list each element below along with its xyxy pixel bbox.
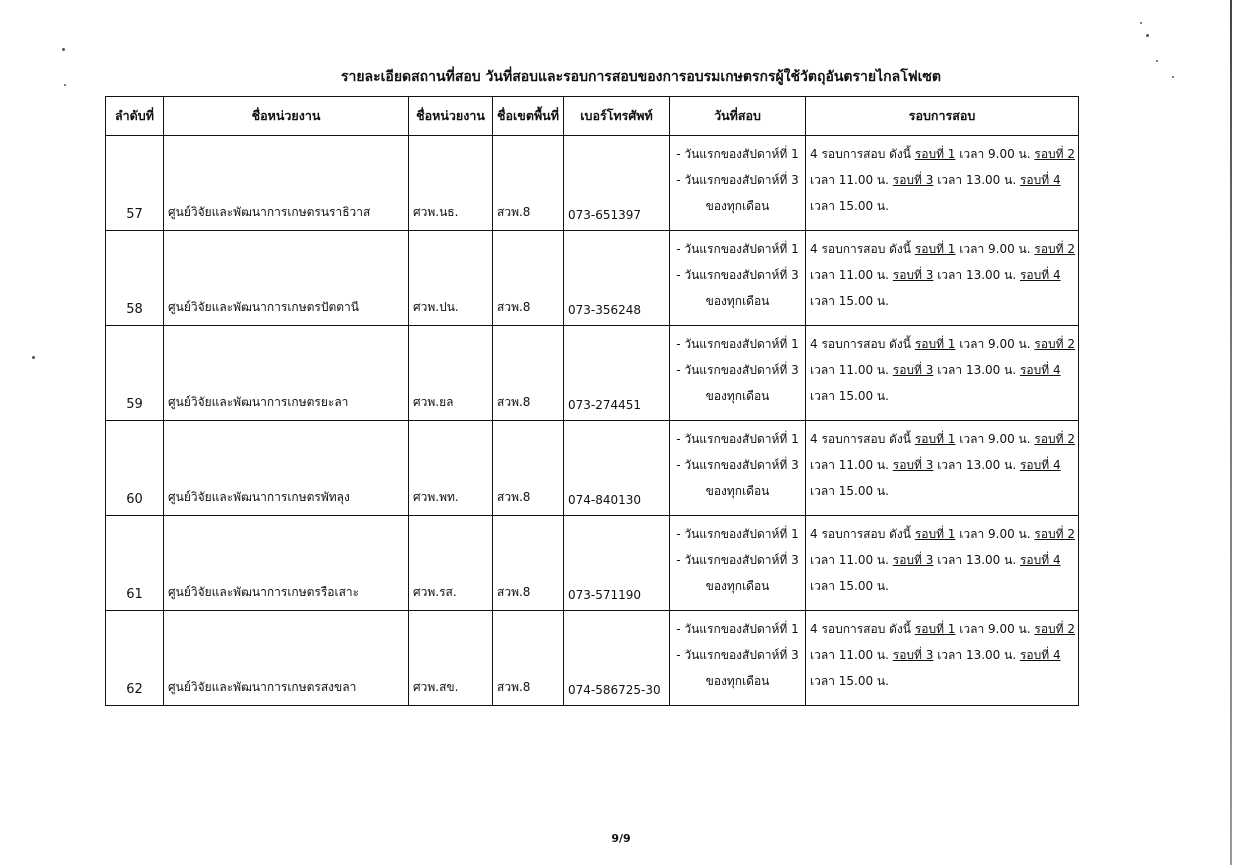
exam-round-line [810,170,1074,196]
round-text: เวลา 9.00 น. [955,147,1035,161]
zone-name: สวพ.8 [493,611,564,706]
exam-rounds-cell [806,136,1079,231]
exam-round-line [810,144,1074,170]
round-label: รอบที่ 2 [1034,527,1076,541]
exam-date-line: ของทุกเดือน [705,389,770,403]
document-title: รายละเอียดสถานที่สอบ วันที่สอบและรอบการสอบของการอบรมเกษตรกรผู้ใช้วัตถุอันตรายไกลโฟเซต [340,69,942,85]
header-no: ลำดับที่ [106,97,164,136]
row-number: 60 [106,421,164,516]
unit-abbr: ศวพ.ยล [409,326,493,421]
phone-number: 073-571190 [564,516,670,611]
round-label: รอบที่ 3 [892,458,934,472]
exam-round-line [810,550,1074,576]
round-label: รอบที่ 3 [892,553,934,567]
exam-round-line [810,645,1074,671]
round-text: เวลา 15.00 น. [810,674,889,688]
row-number: 58 [106,231,164,326]
round-text: เวลา 13.00 น. [933,458,1020,472]
round-label: รอบที่ 4 [1019,648,1061,662]
exam-date-line: - วันแรกของสัปดาห์ที่ 3 [676,363,799,377]
unit-name: ศูนย์วิจัยและพัฒนาการเกษตรปัตตานี [164,231,409,326]
round-text: เวลา 11.00 น. [810,553,893,567]
round-text: เวลา 11.00 น. [810,458,893,472]
exam-rounds-cell [806,611,1079,706]
exam-schedule-table [105,96,1079,706]
scan-speck [62,48,65,51]
zone-name: สวพ.8 [493,516,564,611]
header-rounds: รอบการสอบ [806,97,1079,136]
round-label: รอบที่ 4 [1019,458,1061,472]
exam-date-line: ของทุกเดือน [705,674,770,688]
round-text: เวลา 9.00 น. [955,432,1035,446]
exam-date-cell [670,326,806,421]
zone-name: สวพ.8 [493,326,564,421]
round-text: เวลา 15.00 น. [810,199,889,213]
exam-date-line: - วันแรกของสัปดาห์ที่ 3 [676,458,799,472]
round-label: รอบที่ 4 [1019,363,1061,377]
unit-abbr: ศวพ.พท. [409,421,493,516]
round-label: รอบที่ 4 [1019,268,1061,282]
round-label: รอบที่ 1 [914,622,956,636]
exam-round-line [810,196,1074,222]
round-text: 4 รอบการสอบ ดังนี้ [810,147,915,161]
exam-date-line: - วันแรกของสัปดาห์ที่ 3 [676,553,799,567]
round-text: เวลา 15.00 น. [810,484,889,498]
exam-round-line [810,524,1074,550]
round-text: 4 รอบการสอบ ดังนี้ [810,432,915,446]
round-text: เวลา 15.00 น. [810,389,889,403]
round-text: เวลา 13.00 น. [933,648,1020,662]
exam-round-line [810,671,1074,697]
exam-date-line: - วันแรกของสัปดาห์ที่ 3 [676,173,799,187]
round-text: เวลา 11.00 น. [810,268,893,282]
round-text: 4 รอบการสอบ ดังนี้ [810,337,915,351]
unit-abbr: ศวพ.นธ. [409,136,493,231]
round-text: เวลา 15.00 น. [810,579,889,593]
exam-date-line: ของทุกเดือน [705,199,770,213]
exam-rounds-cell [806,516,1079,611]
phone-number: 073-274451 [564,326,670,421]
round-label: รอบที่ 1 [914,432,956,446]
zone-name: สวพ.8 [493,136,564,231]
round-text: เวลา 15.00 น. [810,294,889,308]
round-label: รอบที่ 2 [1034,337,1076,351]
round-text: เวลา 9.00 น. [955,622,1035,636]
round-text: เวลา 13.00 น. [933,173,1020,187]
unit-abbr: ศวพ.รส. [409,516,493,611]
exam-round-line [810,576,1074,602]
phone-number: 074-840130 [564,421,670,516]
exam-date-cell [670,421,806,516]
exam-date-line: - วันแรกของสัปดาห์ที่ 1 [676,337,799,351]
exam-date-line: - วันแรกของสัปดาห์ที่ 1 [676,242,799,256]
round-text: เวลา 9.00 น. [955,527,1035,541]
header-unit: ชื่อหน่วยงาน [164,97,409,136]
exam-round-line [810,481,1074,507]
exam-date-line: - วันแรกของสัปดาห์ที่ 1 [676,147,799,161]
round-text: เวลา 9.00 น. [955,337,1035,351]
scan-speck [1156,60,1158,62]
header-date: วันที่สอบ [670,97,806,136]
table-row [106,231,1079,326]
scan-speck [1146,34,1149,37]
round-text: เวลา 13.00 น. [933,363,1020,377]
unit-name: ศูนย์วิจัยและพัฒนาการเกษตรยะลา [164,326,409,421]
round-label: รอบที่ 2 [1034,432,1076,446]
table-row [106,136,1079,231]
round-label: รอบที่ 3 [892,173,934,187]
exam-date-line: - วันแรกของสัปดาห์ที่ 1 [676,432,799,446]
round-label: รอบที่ 3 [892,268,934,282]
exam-date-line: - วันแรกของสัปดาห์ที่ 3 [676,648,799,662]
exam-date-cell [670,136,806,231]
round-text: 4 รอบการสอบ ดังนี้ [810,242,915,256]
round-label: รอบที่ 1 [914,527,956,541]
round-label: รอบที่ 3 [892,363,934,377]
exam-round-line [810,619,1074,645]
exam-date-line: ของทุกเดือน [705,294,770,308]
exam-date-cell [670,611,806,706]
exam-round-line [810,239,1074,265]
zone-name: สวพ.8 [493,421,564,516]
exam-round-line [810,455,1074,481]
round-text: 4 รอบการสอบ ดังนี้ [810,622,915,636]
unit-abbr: ศวพ.สข. [409,611,493,706]
page-number: 9/9 [611,832,631,845]
table-row [106,516,1079,611]
exam-date-cell [670,516,806,611]
page-edge [1230,0,1232,865]
unit-name: ศูนย์วิจัยและพัฒนาการเกษตรพัทลุง [164,421,409,516]
exam-date-line: ของทุกเดือน [705,579,770,593]
row-number: 59 [106,326,164,421]
exam-round-line [810,360,1074,386]
round-label: รอบที่ 1 [914,242,956,256]
table-row [106,326,1079,421]
exam-rounds-cell [806,421,1079,516]
row-number: 57 [106,136,164,231]
header-zone: ชื่อเขตพื้นที่ [493,97,564,136]
round-label: รอบที่ 2 [1034,622,1076,636]
exam-date-line: - วันแรกของสัปดาห์ที่ 1 [676,622,799,636]
round-text: เวลา 11.00 น. [810,648,893,662]
phone-number: 073-651397 [564,136,670,231]
unit-name: ศูนย์วิจัยและพัฒนาการเกษตรรือเสาะ [164,516,409,611]
header-phone: เบอร์โทรศัพท์ [564,97,670,136]
unit-name: ศูนย์วิจัยและพัฒนาการเกษตรนราธิวาส [164,136,409,231]
round-text: เวลา 9.00 น. [955,242,1035,256]
table-row [106,611,1079,706]
row-number: 62 [106,611,164,706]
round-text: เวลา 13.00 น. [933,553,1020,567]
exam-round-line [810,291,1074,317]
exam-round-line [810,334,1074,360]
round-text: 4 รอบการสอบ ดังนี้ [810,527,915,541]
round-text: เวลา 11.00 น. [810,173,893,187]
scan-speck [32,356,35,359]
exam-rounds-cell [806,231,1079,326]
table-row [106,421,1079,516]
round-label: รอบที่ 2 [1034,242,1076,256]
zone-name: สวพ.8 [493,231,564,326]
exam-date-cell [670,231,806,326]
row-number: 61 [106,516,164,611]
exam-date-line: - วันแรกของสัปดาห์ที่ 1 [676,527,799,541]
exam-date-line: - วันแรกของสัปดาห์ที่ 3 [676,268,799,282]
round-label: รอบที่ 2 [1034,147,1076,161]
phone-number: 074-586725-30 [564,611,670,706]
header-unit-abbr: ชื่อหน่วยงาน [409,97,493,136]
exam-date-line: ของทุกเดือน [705,484,770,498]
unit-name: ศูนย์วิจัยและพัฒนาการเกษตรสงขลา [164,611,409,706]
round-text: เวลา 13.00 น. [933,268,1020,282]
exam-round-line [810,265,1074,291]
round-label: รอบที่ 1 [914,147,956,161]
scan-speck [1140,22,1142,24]
table-header-row [106,97,1079,136]
exam-round-line [810,386,1074,412]
phone-number: 073-356248 [564,231,670,326]
round-label: รอบที่ 4 [1019,553,1061,567]
exam-rounds-cell [806,326,1079,421]
round-label: รอบที่ 3 [892,648,934,662]
round-label: รอบที่ 4 [1019,173,1061,187]
round-label: รอบที่ 1 [914,337,956,351]
round-text: เวลา 11.00 น. [810,363,893,377]
exam-round-line [810,429,1074,455]
unit-abbr: ศวพ.ปน. [409,231,493,326]
